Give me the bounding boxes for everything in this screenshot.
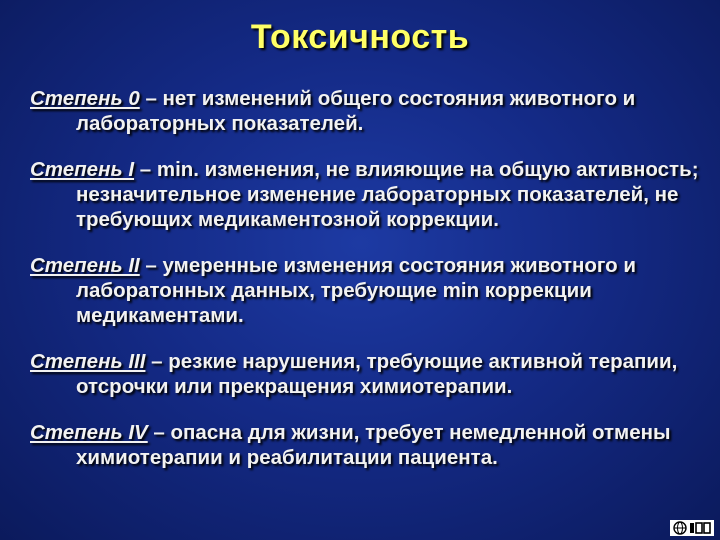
grade-2-item <box>30 253 710 328</box>
grade-0-description: – нет изменений общего состояния животного и лабораторных показателей. <box>76 87 636 135</box>
grade-4-item <box>30 420 710 470</box>
grade-4-description: – опасна для жизни, требует немедленной отмены химиотерапии и реабилитации пациента. <box>76 421 671 469</box>
grade-3-item <box>30 349 710 399</box>
grade-2-label: Степень II <box>30 254 140 277</box>
grade-0-label: Степень 0 <box>30 87 140 110</box>
grade-4-label: Степень IV <box>30 421 148 444</box>
slide-title: Токсичность <box>250 18 470 56</box>
grade-list <box>30 86 710 491</box>
grade-1-description: – min. изменения, не влияющие на общую активность; незначительное изменение лабораторных показателей, не требующих медикаментозной коррекции. <box>76 158 699 231</box>
grade-0-item <box>30 86 710 136</box>
watermark-logo-icon <box>670 520 714 536</box>
grade-3-description: – резкие нарушения, требующие активной терапии, отсрочки или прекращения химиотерапии. <box>76 350 678 398</box>
grade-1-item <box>30 157 710 232</box>
grade-2-description: – умеренные изменения состояния животного и лаборатонных данных, требующие min коррекции медикаментами. <box>76 254 636 327</box>
globe-icon <box>673 521 687 535</box>
grade-1-label: Степень I <box>30 158 135 181</box>
grade-3-label: Степень III <box>30 350 146 373</box>
logo-mark-icon <box>689 522 711 534</box>
